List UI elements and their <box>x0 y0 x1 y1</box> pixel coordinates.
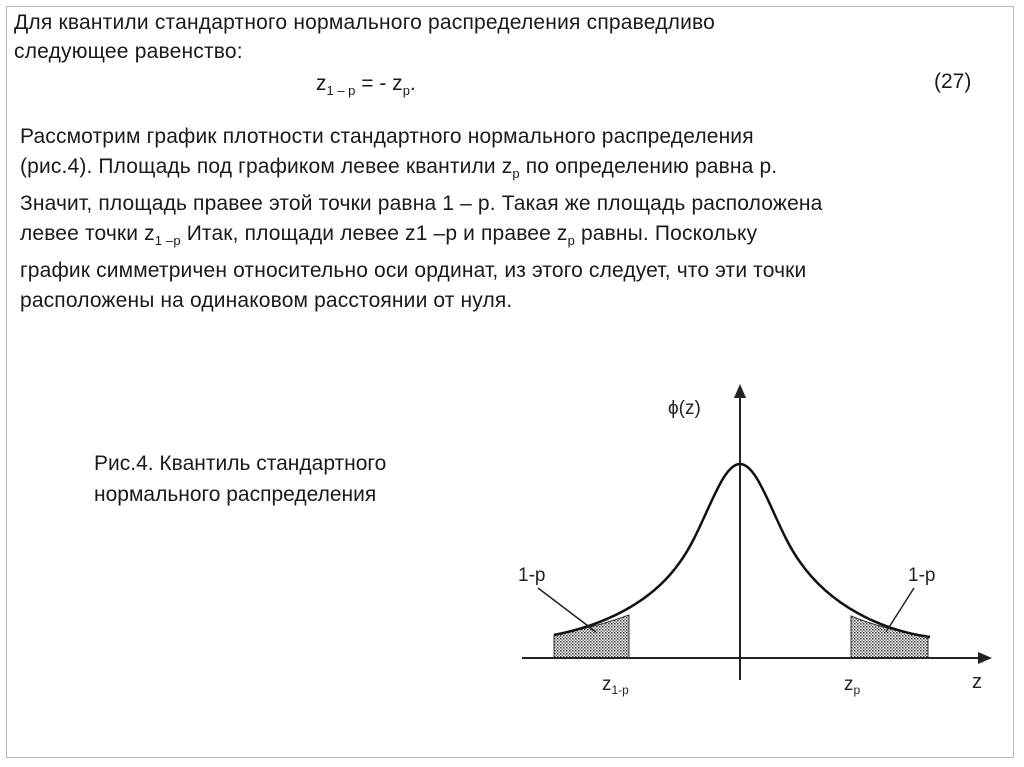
right-tail-shaded-area <box>851 616 928 658</box>
right-quantile-tick-label: $z_p$ <box>844 674 861 697</box>
intro-line-1: Для квантили стандартного нормального распределения справедливо <box>14 11 716 34</box>
paragraph-line-4-subscript: 1 –p <box>154 233 181 249</box>
paragraph-line-4 <box>20 219 1020 256</box>
paragraph-line-4-text-b: Итак, площади левее z1 –p и правее z <box>180 222 568 246</box>
x-axis-arrowhead <box>978 652 992 664</box>
y-axis-label: ϕ(z) <box>668 398 701 419</box>
density-curve <box>554 464 930 637</box>
right-area-label: 1-p <box>908 565 936 586</box>
formula <box>316 72 416 98</box>
formula-end: . <box>409 72 416 95</box>
paragraph-line-2-text-b: по определению равна p. <box>519 155 778 178</box>
paragraph-line-6: расположены на одинаковом расстоянии от нуля. <box>20 289 513 313</box>
caption-line-1: Рис.4. Квантиль стандартного <box>94 452 387 475</box>
paragraph-line-4-text-c: равны. Поскольку <box>574 222 758 246</box>
left-area-pointer <box>538 588 596 632</box>
paragraph-line-4-text-a: левее точки z <box>20 222 155 246</box>
left-quantile-tick-label: $z_{1-p}$ <box>602 674 629 697</box>
intro-text <box>14 8 974 66</box>
formula-equals: = - z <box>355 72 403 95</box>
paragraph-line-2-text-a: (рис.4). Площадь под графиком левее квантили z <box>20 155 513 178</box>
y-axis-arrowhead <box>734 384 746 398</box>
intro-line-2: следующее равенство: <box>14 40 243 63</box>
paragraph-line-1: Рассмотрим график плотности стандартного нормального распределения <box>20 125 754 148</box>
figure-caption <box>94 448 386 510</box>
normal-density-figure <box>500 380 1000 700</box>
paragraph-line-3: Значит, площадь правее этой точки равна 1 – p. Такая же площадь расположена <box>20 192 823 216</box>
caption-line-2: нормального распределения <box>94 483 377 506</box>
left-tail-shaded-area <box>554 615 629 658</box>
explanation-paragraph <box>20 122 1020 316</box>
paragraph-line-2-subscript: p <box>512 166 520 182</box>
equation-number: (27) <box>934 70 972 93</box>
paragraph-line-5: график симметричен относительно оси ординат, из этого следует, что эти точки <box>20 259 807 283</box>
formula-lhs-subscript: 1 – p <box>326 83 356 99</box>
paragraph-line-2 <box>20 152 1020 189</box>
formula-rhs-subscript: p <box>402 83 410 99</box>
formula-lhs: z <box>316 72 327 95</box>
right-area-pointer <box>886 588 914 632</box>
left-area-label: 1-p <box>518 565 546 586</box>
paragraph-line-4-subscript-2: p <box>567 233 575 249</box>
x-axis-label: z <box>972 671 982 693</box>
